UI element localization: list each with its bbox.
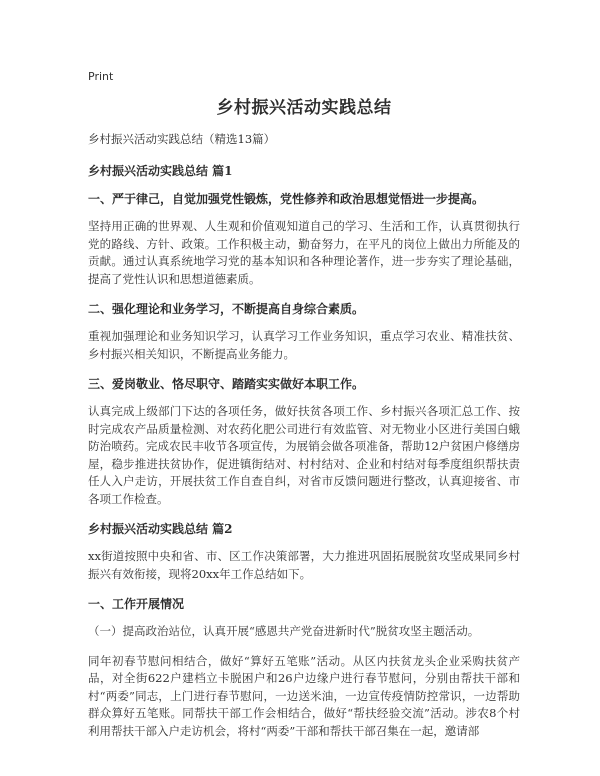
section-heading: 三、爱岗敬业、恪尽职守、踏踏实实做好本职工作。 bbox=[88, 377, 365, 391]
section-paragraph: 认真完成上级部门下达的各项任务，做好扶贫各项工作、乡村振兴各项汇总工作、按时完成农产品质量检测、对农药化肥公司进行有效监管、对无物业小区进行美国白蛾防治喷药。完成农民丰收节各项宣传，为展销会做各项准备，帮助12户贫困户修缮房屋，稳步推进扶贫协作，促进镇街结对、村村结对、企业和村结对每季度组织帮扶责任人入户走访，开展扶贫工作自查自纠，对省市反馈问题进行整改，认真迎接省、市各项工作检查。 bbox=[88, 404, 520, 506]
document-content bbox=[88, 96, 520, 752]
section-heading: 二、强化理论和业务学习，不断提高自身综合素质。 bbox=[88, 302, 365, 316]
section-paragraph: 坚持用正确的世界观、人生观和价值观知道自己的学习、生活和工作，认真贯彻执行党的路线、方针、政策。工作积极主动，勤奋努力，在平凡的岗位上做出力所能及的贡献。通过认真系统地学习党的基本知识和各种理论著作，进一步夯实了理论基础，提高了党性认识和思想道德素质。 bbox=[88, 219, 520, 286]
section-paragraph: 重视加强理论和业务知识学习，认真学习工作业务知识，重点学习农业、精准扶贫、乡村振兴相关知识，不断提高业务能力。 bbox=[88, 329, 520, 361]
intro-paragraph: xx街道按照中央和省、市、区工作决策部署，大力推进巩固拓展脱贫攻坚成果同乡村振兴有效衔接，现将20xx年工作总结如下。 bbox=[88, 549, 520, 581]
sub-heading-paragraph: （一）提高政治站位，认真开展“感恩共产党奋进新时代”脱贫攻坚主题活动。 bbox=[88, 624, 480, 638]
article-title-2: 乡村振兴活动实践总结 篇2 bbox=[88, 522, 233, 536]
section-heading: 一、工作开展情况 bbox=[88, 597, 185, 611]
print-label[interactable]: Print bbox=[88, 70, 114, 83]
article-title-1: 乡村振兴活动实践总结 篇1 bbox=[88, 164, 233, 178]
section-heading: 一、严于律己，自觉加强党性锻炼，党性修养和政治思想觉悟进一步提高。 bbox=[88, 192, 485, 206]
page-title: 乡村振兴活动实践总结 bbox=[216, 98, 392, 118]
body-paragraph: 同年初春节慰问相结合，做好“算好五笔账”活动。从区内扶贫龙头企业采购扶贫产品，对全街622户建档立卡脱困户和26户边缘户进行春节慰问，分别由帮扶干部和村“两委”同志，上门进行春节慰问，一边送米油，一边宣传疫情防控常识，一边帮助群众算好五笔账。同帮扶干部工作会相结合，做好“帮扶经验交流”活动。涉农8个村利用帮扶干部入户走访机会，将村“两委”干部和帮扶干部召集在一起，邀请部 bbox=[88, 653, 520, 738]
document-subtitle: 乡村振兴活动实践总结（精选13篇） bbox=[88, 132, 276, 146]
